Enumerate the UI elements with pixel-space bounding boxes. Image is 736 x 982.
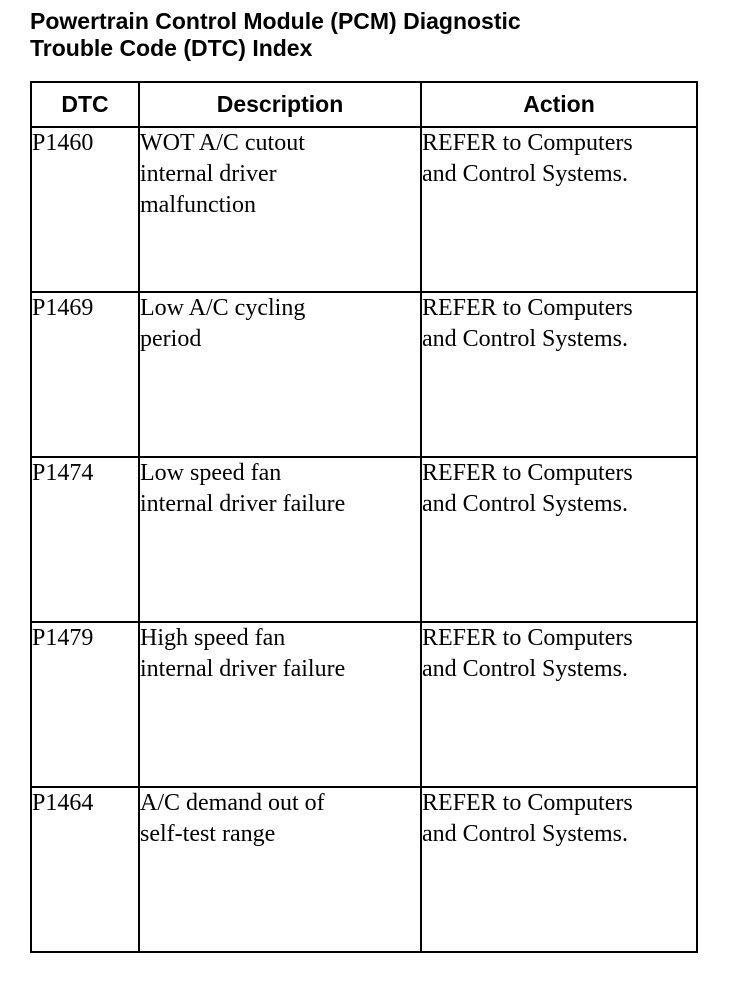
description-line: malfunction (140, 192, 256, 218)
title-line-1: Powertrain Control Module (PCM) Diagnostic (30, 8, 521, 34)
description-cell (139, 787, 421, 952)
action-line: REFER to Computers (422, 790, 633, 816)
table-header-row (31, 82, 697, 127)
description-line: Low speed fan (140, 460, 282, 486)
description-cell (139, 622, 421, 787)
dtc-code-cell: P1460 (31, 127, 139, 292)
description-line: period (140, 326, 202, 352)
table-row (31, 457, 697, 622)
action-cell (421, 622, 697, 787)
dtc-code-cell: P1474 (31, 457, 139, 622)
action-cell (421, 292, 697, 457)
dtc-code-cell: P1479 (31, 622, 139, 787)
column-header-action: Action (421, 82, 697, 127)
description-cell (139, 127, 421, 292)
action-line: and Control Systems. (422, 491, 629, 517)
description-line: self-test range (140, 821, 276, 847)
description-line: internal driver failure (140, 491, 346, 517)
description-cell (139, 457, 421, 622)
page-title (30, 8, 710, 62)
table-row (31, 787, 697, 952)
action-cell (421, 457, 697, 622)
description-line: Low A/C cycling (140, 295, 306, 321)
description-line: internal driver (140, 161, 277, 187)
action-line: REFER to Computers (422, 130, 633, 156)
table-row (31, 622, 697, 787)
action-cell (421, 127, 697, 292)
description-line: internal driver failure (140, 656, 346, 682)
action-line: REFER to Computers (422, 625, 633, 651)
action-line: REFER to Computers (422, 295, 633, 321)
description-cell (139, 292, 421, 457)
dtc-code-cell: P1464 (31, 787, 139, 952)
column-header-description: Description (139, 82, 421, 127)
action-cell (421, 787, 697, 952)
action-line: and Control Systems. (422, 821, 629, 847)
action-line: and Control Systems. (422, 656, 629, 682)
table-row (31, 127, 697, 292)
column-header-dtc: DTC (31, 82, 139, 127)
description-line: WOT A/C cutout (140, 130, 305, 156)
dtc-code-cell: P1469 (31, 292, 139, 457)
action-line: REFER to Computers (422, 460, 633, 486)
description-line: A/C demand out of (140, 790, 325, 816)
dtc-index-table (30, 81, 698, 953)
action-line: and Control Systems. (422, 326, 629, 352)
table-row (31, 292, 697, 457)
description-line: High speed fan (140, 625, 286, 651)
title-line-2: Trouble Code (DTC) Index (30, 35, 313, 61)
action-line: and Control Systems. (422, 161, 629, 187)
